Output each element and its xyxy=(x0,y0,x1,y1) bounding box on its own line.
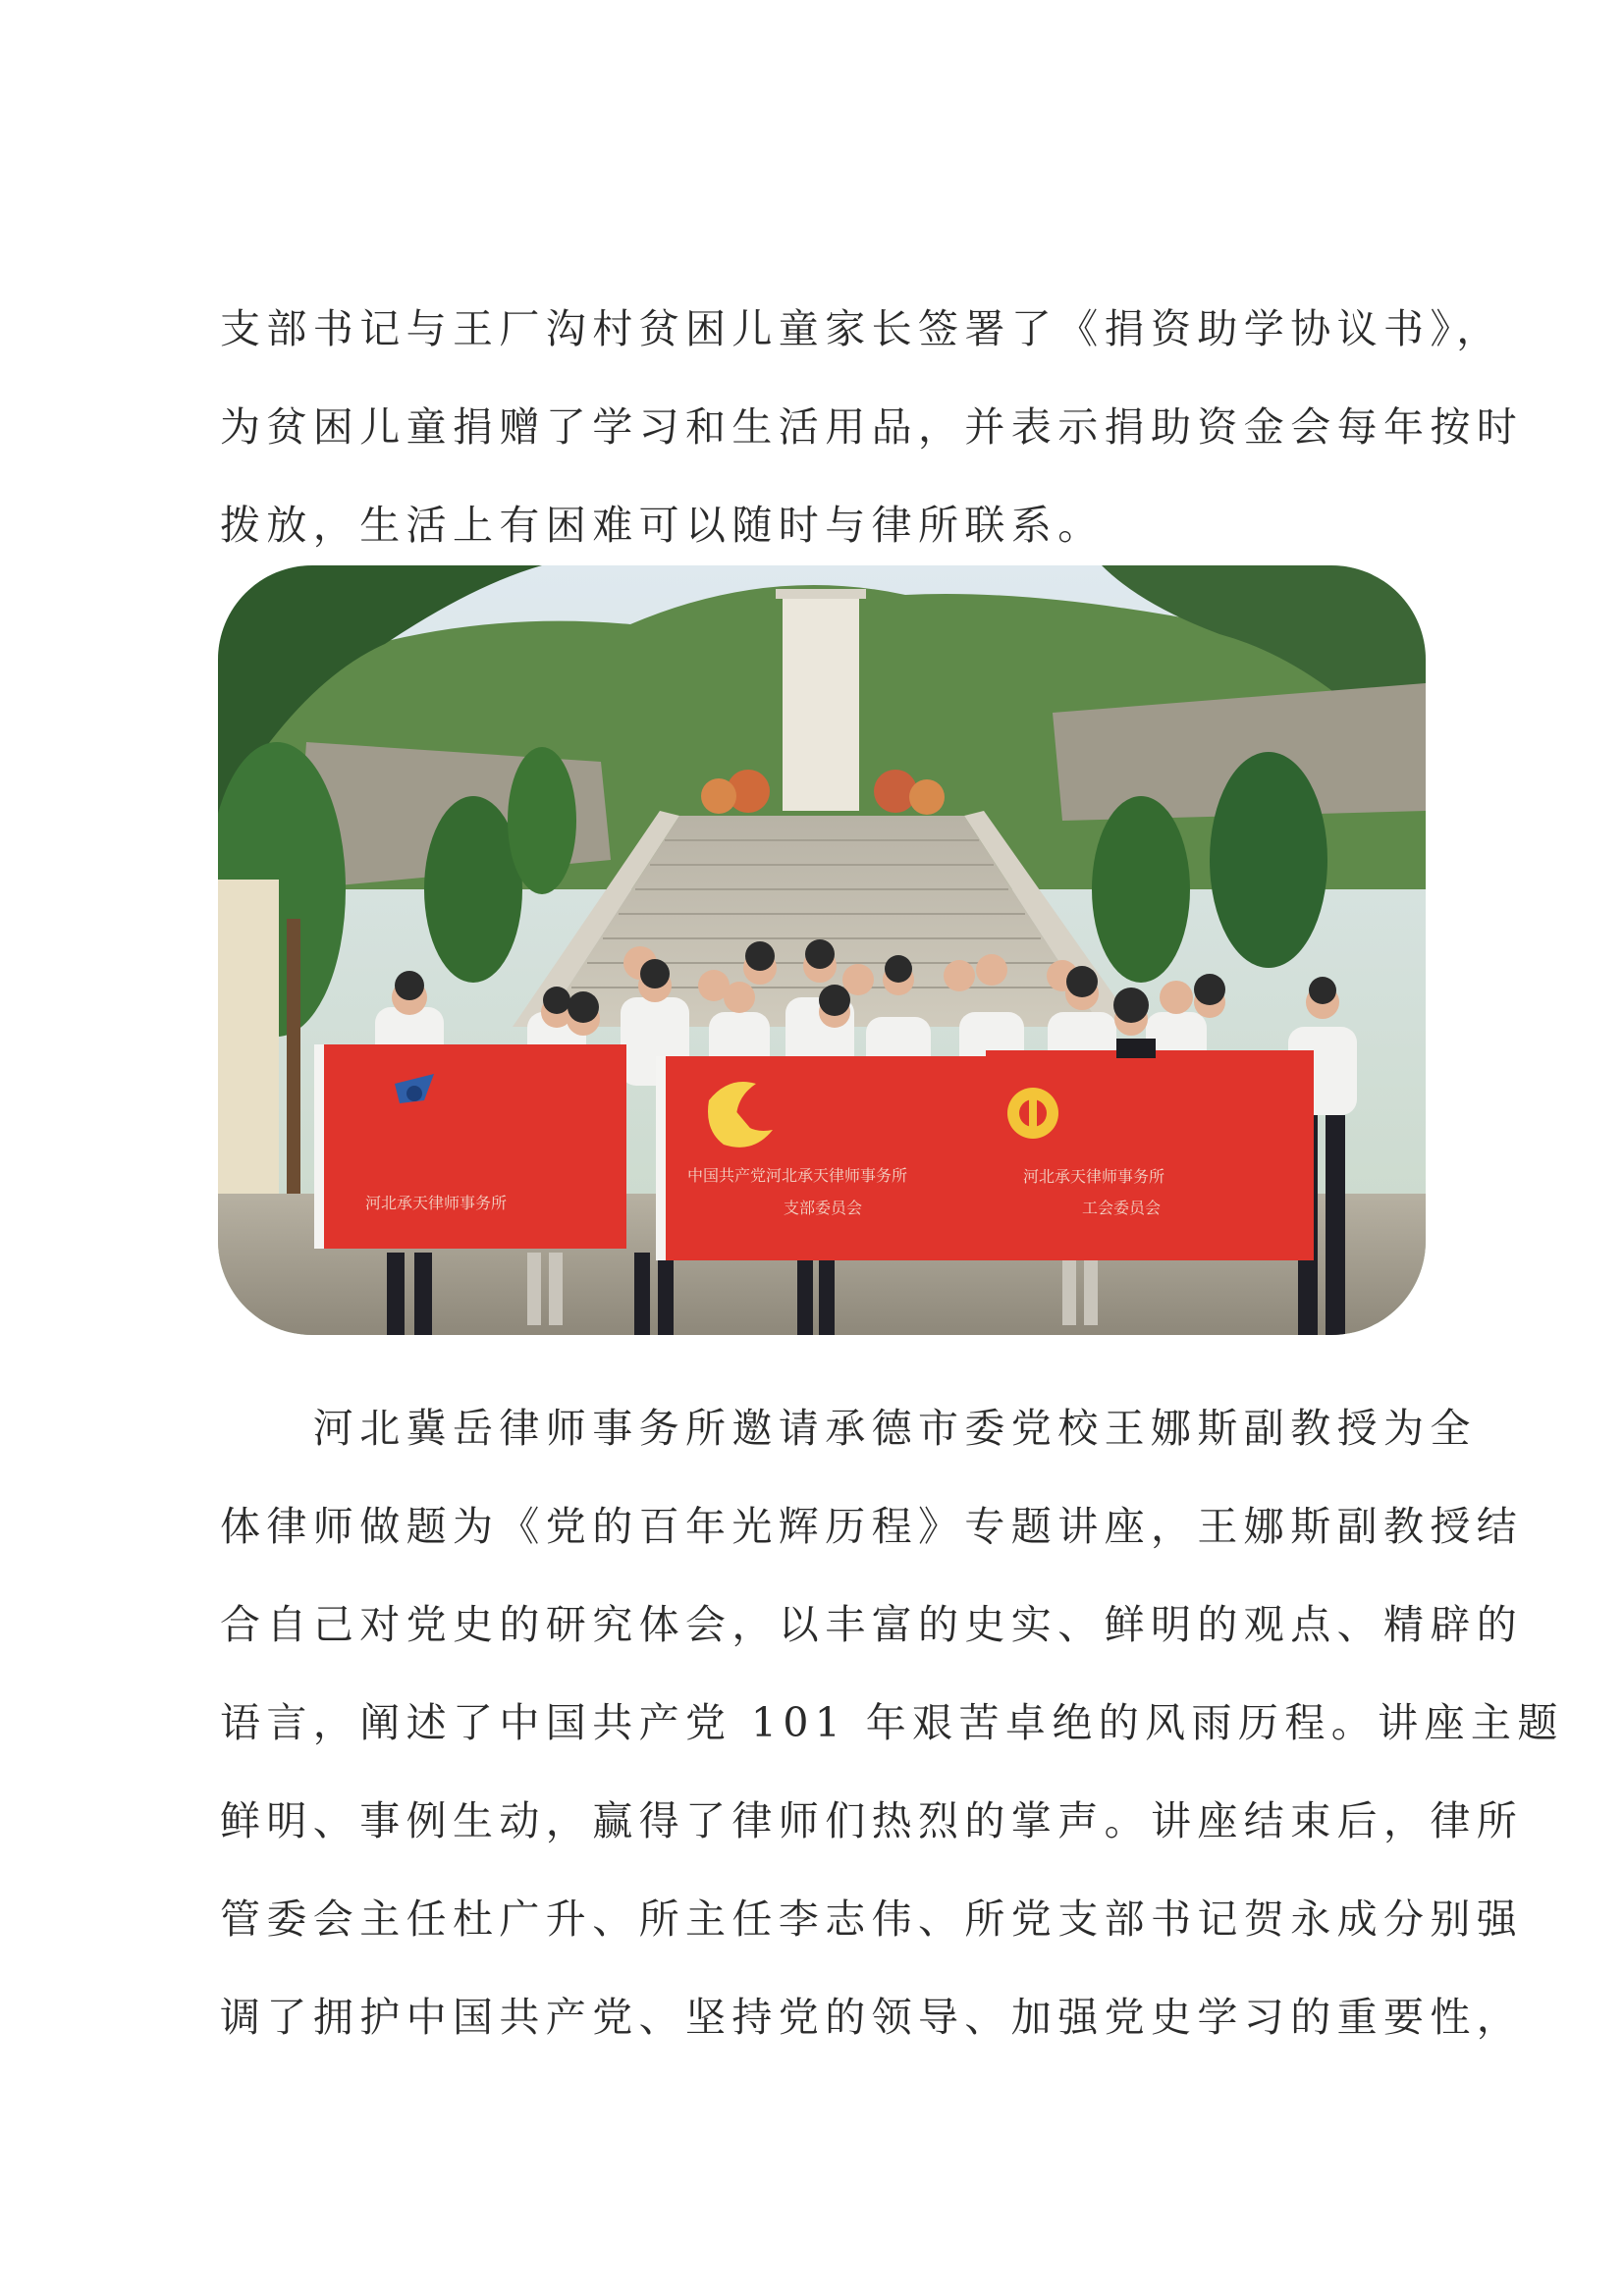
banner-party-branch xyxy=(656,1056,1000,1260)
cypress-shrub xyxy=(424,796,522,983)
banner-text: 工会委员会 xyxy=(1082,1199,1162,1217)
banner-law-firm xyxy=(314,1044,626,1249)
wreath xyxy=(909,779,945,815)
text-line: 体律师做题为《党的百年光辉历程》专题讲座，王娜斯副教授结 xyxy=(220,1503,1524,1550)
text-line: 为贫困儿童捐赠了学习和生活用品，并表示捐助资金会每年按时 xyxy=(220,403,1524,451)
text-line: 河北冀岳律师事务所邀请承德市委党校王娜斯副教授为全 xyxy=(220,1405,1477,1452)
text-line: 支部书记与王厂沟村贫困儿童家长签署了《捐资助学协议书》， xyxy=(220,305,1503,352)
text-line: 拨放，生活上有困难可以随时与律所联系。 xyxy=(220,502,1105,549)
paragraph-lecture xyxy=(220,1379,1564,2066)
banner-text: 河北承天律师事务所 xyxy=(1023,1167,1165,1186)
monument-cap xyxy=(776,589,866,599)
text-line: 合自己对党史的研究体会，以丰富的史实、鲜明的观点、精辟的 xyxy=(220,1601,1524,1648)
banner-text: 中国共产党河北承天律师事务所 xyxy=(687,1166,908,1185)
banner-text: 河北承天律师事务所 xyxy=(365,1194,508,1212)
text-line: 管委会主任杜广升、所主任李志伟、所党支部书记贺永成分别强 xyxy=(220,1896,1524,1943)
wreath xyxy=(701,778,736,814)
cypress-shrub xyxy=(508,747,576,894)
paragraph-donation xyxy=(220,280,1524,574)
cypress-shrub xyxy=(1092,796,1190,983)
group-photo-memorial xyxy=(218,565,1426,1335)
banner-text: 支部委员会 xyxy=(784,1199,863,1217)
text-line: 鲜明、事例生动，赢得了律师们热烈的掌声。讲座结束后，律所 xyxy=(220,1797,1524,1844)
cypress-shrub xyxy=(1210,752,1327,968)
group-photo-illustration xyxy=(218,565,1426,1335)
banner-labor-union xyxy=(986,1050,1314,1260)
memorial-monument xyxy=(783,595,859,811)
text-line: 语言，阐述了中国共产党 101 年艰苦卓绝的风雨历程。讲座主题 xyxy=(220,1699,1564,1746)
text-line: 调了拥护中国共产党、坚持党的领导、加强党史学习的重要性， xyxy=(220,1994,1524,2041)
